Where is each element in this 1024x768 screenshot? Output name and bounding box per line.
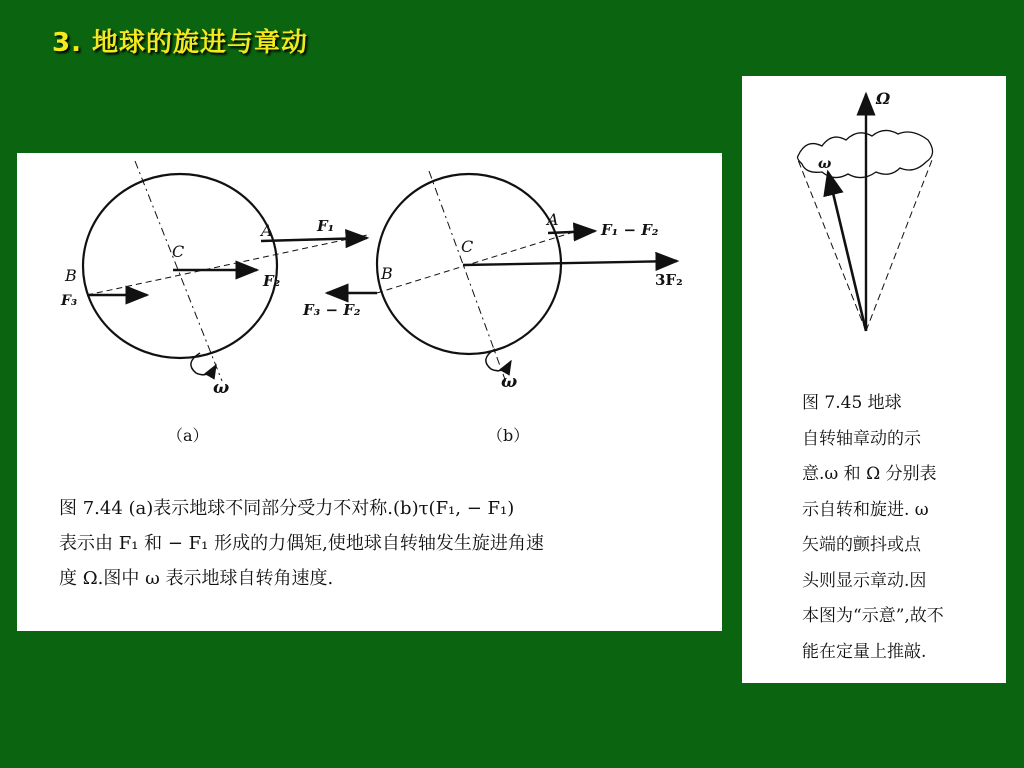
diagram-b [302, 171, 683, 392]
sun-line-b [377, 231, 577, 293]
caption-line: 意.ω 和 Ω 分别表 [802, 464, 937, 484]
figure-745-caption [802, 386, 1002, 670]
caption-line: 表示由 F₁ 和 − F₁ 形成的力偶矩,使地球自转轴发生旋进角速 [59, 533, 544, 554]
slide-title: 3. 地球的旋进与章动 [52, 28, 309, 58]
label-force-f1-minus-f2: F₁ − F₂ [601, 221, 659, 239]
label-omega-lower: ω [818, 156, 832, 172]
label-omega-upper: Ω [876, 89, 891, 108]
caption-line: 能在定量上推敲. [802, 641, 927, 662]
rotation-arrow-b [486, 349, 511, 371]
label-force-3f2: 3F₂ [655, 271, 683, 289]
label-point-b-b: B [381, 264, 393, 283]
caption-line: 度 Ω.图中 ω 表示地球自转角速度. [59, 568, 334, 589]
caption-line: 矢端的颤抖或点 [802, 535, 921, 555]
figure-744-panel [17, 153, 722, 631]
label-omega-b: ω [501, 372, 518, 392]
label-point-c-b: C [461, 237, 474, 256]
diagram-a [60, 161, 367, 398]
label-point-a: A [261, 221, 273, 240]
earth-circle-a [83, 174, 277, 358]
caption-line: 示自转和旋进. ω [802, 499, 929, 520]
cone-edge-right [866, 160, 932, 331]
caption-line: 自转轴章动的示 [802, 428, 921, 449]
force-f1-arrow [261, 238, 367, 241]
label-force-f3-minus-f2: F₃ − F₂ [303, 301, 361, 319]
label-force-f2: F₂ [263, 272, 281, 290]
label-force-f1: F₁ [317, 217, 335, 235]
caption-line: 图 7.45 地球 [802, 393, 902, 413]
label-point-b: B [65, 266, 77, 285]
caption-line: 图 7.44 (a)表示地球不同部分受力不对称.(b)τ(F₁, − F₁) [59, 498, 515, 519]
label-omega-a: ω [213, 378, 230, 398]
subfigure-label-b: （b） [487, 426, 530, 445]
caption-line: 头则显示章动.因 [802, 570, 927, 591]
sun-line-a [87, 235, 367, 295]
figure-745-panel [742, 76, 1006, 683]
caption-line: 本图为“示意”,故不 [802, 606, 944, 626]
figure-744-diagram [17, 153, 722, 453]
subfigure-label-a: （a） [167, 426, 209, 445]
figure-744-caption [59, 491, 699, 596]
label-point-a-b: A [547, 210, 559, 229]
spin-axis-arrow [828, 172, 866, 331]
force-3f2-arrow [463, 261, 677, 265]
label-point-c: C [172, 242, 185, 261]
label-force-f3: F₃ [61, 293, 78, 309]
figure-745-diagram [742, 76, 1006, 376]
